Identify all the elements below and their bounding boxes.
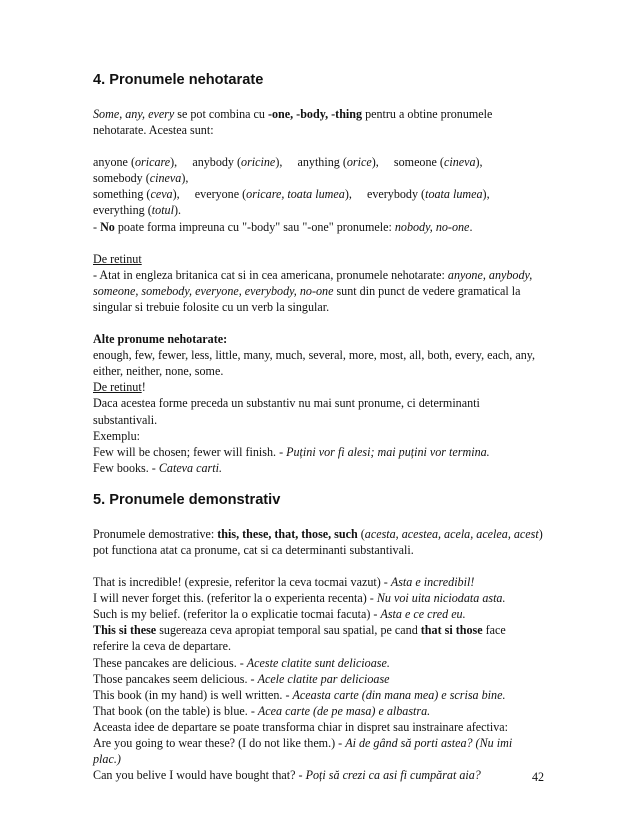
example-line: Those pancakes seem delicious. - Acele clatite par delicioase bbox=[93, 671, 390, 686]
example-line: This book (in my hand) is well written. - Aceasta carte (din mana mea) e scrisa bine. bbox=[93, 687, 506, 702]
example-label: Exemplu: bbox=[93, 428, 141, 443]
pronoun-row: somebody (cineva), bbox=[93, 171, 189, 186]
example-line: Such is my belief. (referitor la o explicatie tocmai facuta) - Asta e ce cred eu. bbox=[93, 607, 466, 622]
demonstrative-intro: Pronumele demostrative: this, these, that, those, such (acesta, acestea, acela, acelea, acest) pot functiona atat ca pronume, cat si ca determinanti substantivali. bbox=[93, 526, 543, 557]
example-line: Few will be chosen; fewer will finish. - Puțini vor fi alesi; mai puțini vor termina. bbox=[93, 444, 490, 459]
example-line: These pancakes are delicious. - Aceste clatite sunt delicioase. bbox=[93, 655, 390, 670]
pronoun-row: everything (totul). bbox=[93, 203, 182, 218]
determiner-explanation: Daca acestea forme preceda un substantiv nu mai sunt pronume, ci determinanti substantivali. bbox=[93, 396, 480, 427]
section-4-heading: 4. Pronumele nehotarate bbox=[93, 72, 264, 88]
note-label: De retinut! bbox=[93, 380, 146, 395]
indefinite-pronoun-list bbox=[93, 154, 543, 218]
example-line: That book (on the table) is blue. - Acea carte (de pe masa) e albastra. bbox=[93, 703, 431, 718]
singular-note: - Atat in engleza britanica cat si in cea americana, pronumele nehotarate: anyone, anybody, someone, somebody, everyone, everybody, no-one sunt din punct de vedere gramatical la singular si trebuie folosite cu un verb la singular. bbox=[93, 267, 533, 314]
no-rule-line: - No poate forma impreuna cu "-body" sau "-one" pronumele: nobody, no-one. bbox=[93, 219, 473, 234]
indefinite-intro: Some, any, every se pot combina cu -one, -body, -thing pentru a obtine pronumele nehotarate. Acestea sunt: bbox=[93, 107, 493, 138]
distance-note: Aceasta idee de departare se poate transforma chiar in dispret sau instrainare afectiva: bbox=[93, 719, 509, 734]
proximity-rule: This si these sugereaza ceva apropiat temporal sau spatial, pe cand that si those face referire la ceva de departare. bbox=[93, 623, 506, 654]
example-line: Are you going to wear these? (I do not like them.) - Ai de gând să porti astea? (Nu imi plac.) bbox=[93, 736, 513, 767]
document-page bbox=[93, 70, 543, 783]
pronoun-row: something (ceva), everyone (oricare, toata lumea), everybody (toata lumea), bbox=[93, 187, 490, 202]
example-line: That is incredible! (expresie, referitor la ceva tocmai vazut) - Asta e incredibil! bbox=[93, 575, 475, 590]
example-line: Can you belive I would have bought that? - Poți să crezi ca asi fi cumpărat aia? bbox=[93, 768, 481, 783]
example-line: I will never forget this. (referitor la o experienta recenta) - Nu voi uita niciodata asta. bbox=[93, 591, 506, 606]
note-label: De retinut bbox=[93, 251, 142, 266]
page-number: 42 bbox=[532, 770, 545, 784]
example-line: Few books. - Cateva carti. bbox=[93, 460, 222, 475]
other-indefinite-list: enough, few, fewer, less, little, many, much, several, more, most, all, both, every, each, any, either, neither, none, some. bbox=[93, 348, 536, 379]
other-indefinite-heading: Alte pronume nehotarate: bbox=[93, 332, 228, 347]
pronoun-row: anyone (oricare), anybody (oricine), anything (orice), someone (cineva), bbox=[93, 155, 483, 170]
section-5-heading: 5. Pronumele demonstrativ bbox=[93, 491, 281, 508]
